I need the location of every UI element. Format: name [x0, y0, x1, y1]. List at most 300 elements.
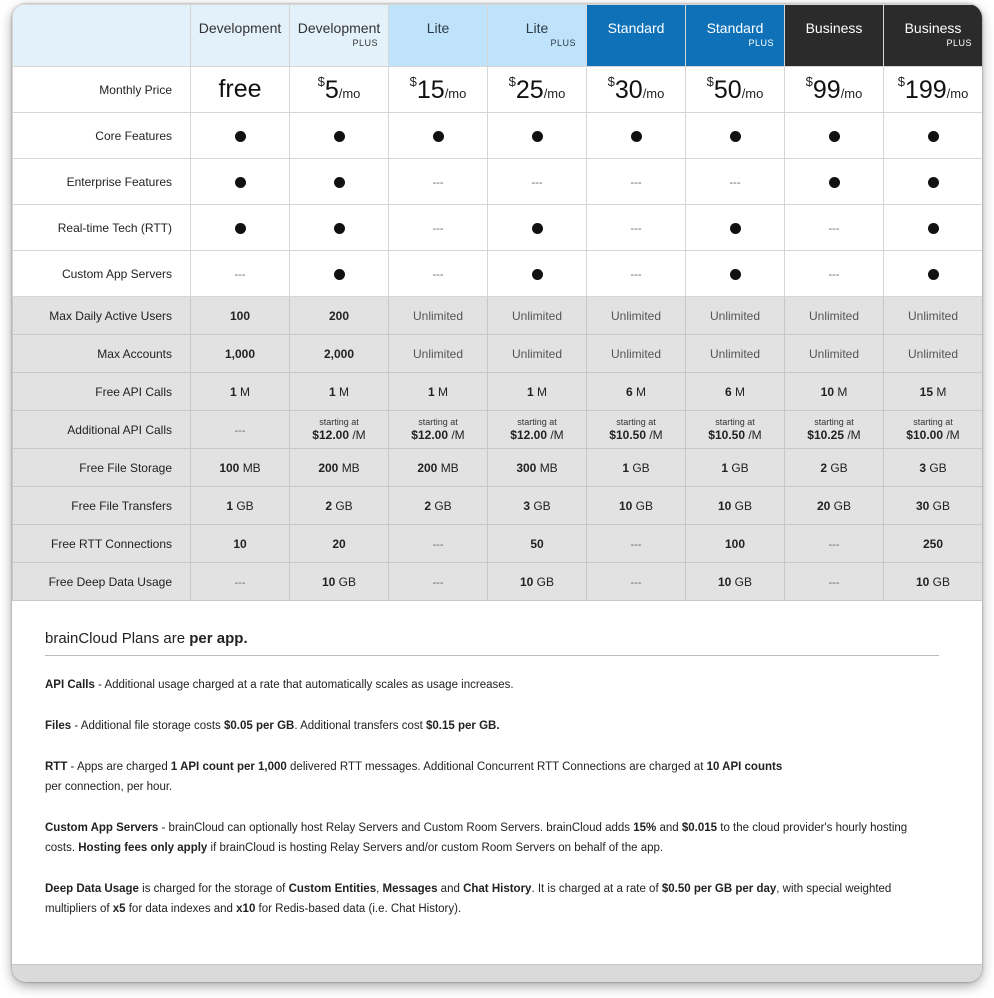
usage-unit: GB: [833, 498, 852, 513]
usage-cell: [587, 373, 686, 411]
feature-cell: [290, 205, 389, 251]
usage-value: 20: [816, 498, 831, 513]
usage-cell: [785, 411, 884, 449]
not-included-dash: ---: [234, 424, 246, 437]
usage-rate: [686, 428, 784, 442]
included-dot-icon: [730, 269, 741, 280]
usage-value: 1: [226, 498, 233, 513]
note-emphasis: Hosting fees only apply: [78, 842, 208, 854]
usage-cell: [191, 411, 290, 449]
usage-value: 10: [519, 574, 534, 589]
usage-cell: [884, 335, 983, 373]
usage-cell: [884, 373, 983, 411]
usage-unit: GB: [734, 574, 753, 589]
included-dot-icon: [928, 269, 939, 280]
usage-cell: [488, 411, 587, 449]
not-included-dash: ---: [630, 222, 642, 235]
usage-unit: M: [339, 384, 350, 399]
usage-unit: GB: [335, 498, 353, 513]
price-currency: $: [706, 74, 714, 89]
usage-cell: [488, 297, 587, 335]
note-emphasis: $0.15 per GB.: [426, 720, 500, 732]
usage-cell: [488, 563, 587, 601]
usage-text: Unlimited: [412, 346, 463, 361]
note-emphasis: Custom Entities: [288, 883, 377, 895]
usage-cell: [884, 487, 983, 525]
note-paragraph: [45, 757, 939, 797]
usage-value: 1: [622, 460, 629, 475]
usage-text: Unlimited: [808, 308, 859, 323]
plan-header-1: [191, 5, 290, 67]
price-period: /mo: [840, 86, 863, 101]
not-included-dash: ---: [531, 176, 543, 189]
usage-unit: MB: [440, 460, 459, 475]
usage-cell: [488, 373, 587, 411]
row-label: Free File Transfers: [13, 487, 191, 525]
usage-unit: M: [837, 384, 848, 399]
note-text: . It is charged at a rate of: [531, 883, 662, 895]
feature-cell: [785, 113, 884, 159]
usage-value: 2: [820, 460, 827, 475]
plan-name: Lite: [525, 20, 549, 36]
price-currency: $: [805, 74, 813, 89]
feature-row: [13, 113, 983, 159]
note-text: - brainCloud can optionally host Relay Servers and Custom Room Servers. brainCloud adds: [158, 822, 634, 834]
usage-value: 250: [922, 536, 944, 551]
feature-cell: [488, 205, 587, 251]
usage-value: $12.00: [411, 428, 448, 442]
price-currency: $: [607, 74, 615, 89]
usage-note: starting at: [418, 417, 458, 427]
usage-rate: [884, 428, 982, 442]
usage-value: 1: [526, 384, 534, 399]
usage-cell: [290, 411, 389, 449]
usage-cell: [884, 563, 983, 601]
note-paragraph: [45, 818, 939, 858]
row-label: Core Features: [13, 113, 191, 159]
feature-cell: [290, 113, 389, 159]
usage-row: [13, 335, 983, 373]
price-cell: [884, 67, 983, 113]
usage-value: 1: [328, 384, 336, 399]
plan-name: Lite: [426, 20, 450, 36]
usage-value: 100: [724, 536, 746, 551]
feature-cell: [587, 113, 686, 159]
usage-text: Unlimited: [610, 308, 661, 323]
price-amount: 15: [416, 76, 445, 104]
feature-cell: [191, 251, 290, 297]
usage-value: 20: [332, 536, 346, 551]
plan-name: Standard: [706, 20, 764, 36]
not-included-dash: ---: [630, 538, 642, 551]
usage-cell: [785, 487, 884, 525]
usage-unit: M: [735, 384, 746, 399]
usage-text: Unlimited: [610, 346, 661, 361]
plan-name: Business: [904, 20, 962, 36]
usage-cell: [290, 487, 389, 525]
usage-text: Unlimited: [709, 308, 760, 323]
usage-value: 1,000: [224, 346, 256, 361]
included-dot-icon: [928, 131, 939, 142]
usage-unit: MB: [539, 460, 558, 475]
not-included-dash: ---: [432, 538, 444, 551]
not-included-dash: ---: [432, 222, 444, 235]
usage-note: starting at: [517, 417, 557, 427]
pricing-panel: [12, 4, 982, 982]
feature-cell: [884, 205, 983, 251]
usage-text: Unlimited: [511, 308, 562, 323]
note-paragraph: [45, 879, 939, 919]
usage-row: [13, 563, 983, 601]
price-cell: [389, 67, 488, 113]
usage-cell: [488, 449, 587, 487]
row-label: Free Deep Data Usage: [13, 563, 191, 601]
usage-cell: [785, 525, 884, 563]
usage-cell: [587, 525, 686, 563]
feature-cell: [884, 251, 983, 297]
monthly-price-row: [13, 67, 983, 113]
price-cell: [587, 67, 686, 113]
usage-cell: [686, 487, 785, 525]
not-included-dash: ---: [828, 222, 840, 235]
feature-cell: [587, 159, 686, 205]
usage-value: 100: [229, 308, 251, 323]
usage-value: 6: [724, 384, 732, 399]
usage-value: $10.25: [807, 428, 844, 442]
not-included-dash: ---: [729, 176, 741, 189]
usage-note: starting at: [814, 417, 854, 427]
feature-cell: [389, 251, 488, 297]
usage-row: [13, 373, 983, 411]
usage-rate: [587, 428, 685, 442]
note-emphasis: $0.50 per GB per day: [661, 883, 777, 895]
note-emphasis: Messages: [382, 883, 438, 895]
usage-text: Unlimited: [709, 346, 760, 361]
usage-value: $10.50: [708, 428, 745, 442]
note-emphasis: Custom App Servers: [45, 822, 159, 834]
usage-unit: GB: [236, 498, 254, 513]
not-included-dash: ---: [432, 268, 444, 281]
usage-cell: [785, 335, 884, 373]
usage-cell: [587, 449, 686, 487]
feature-cell: [884, 159, 983, 205]
included-dot-icon: [334, 223, 345, 234]
feature-cell: [884, 113, 983, 159]
note-paragraph: [45, 716, 939, 736]
usage-rate: [488, 428, 586, 442]
note-emphasis: Deep Data Usage: [45, 883, 139, 895]
plan-notes: [45, 630, 939, 919]
not-included-dash: ---: [630, 576, 642, 589]
price-period: /mo: [444, 86, 467, 101]
feature-cell: [389, 113, 488, 159]
price-period: /mo: [741, 86, 764, 101]
price-currency: $: [508, 74, 516, 89]
note-text: if brainCloud is hosting Relay Servers and/or custom Room Servers on behalf of the app.: [207, 842, 664, 854]
note-emphasis: $0.015: [681, 822, 718, 834]
usage-unit: M: [240, 384, 251, 399]
usage-unit: /M: [847, 428, 861, 442]
feature-cell: [587, 251, 686, 297]
feature-row: [13, 205, 983, 251]
usage-rate: [785, 428, 883, 442]
usage-unit: GB: [536, 574, 555, 589]
included-dot-icon: [829, 177, 840, 188]
usage-cell: [389, 525, 488, 563]
price-cell: [488, 67, 587, 113]
row-label: Custom App Servers: [13, 251, 191, 297]
usage-cell: [488, 525, 587, 563]
price-period: /mo: [338, 86, 361, 101]
plan-header-4: [488, 5, 587, 67]
usage-row: [13, 449, 983, 487]
usage-text: Unlimited: [412, 308, 463, 323]
plan-header-3: [389, 5, 488, 67]
usage-unit: GB: [635, 498, 654, 513]
price-currency: $: [897, 74, 905, 89]
feature-cell: [191, 113, 290, 159]
usage-cell: [587, 411, 686, 449]
usage-value: 10: [618, 498, 633, 513]
usage-text: Unlimited: [511, 346, 562, 361]
notes-title-bold: per app.: [189, 630, 248, 647]
not-included-dash: ---: [234, 576, 246, 589]
usage-cell: [191, 525, 290, 563]
included-dot-icon: [730, 131, 741, 142]
included-dot-icon: [928, 223, 939, 234]
price-currency: $: [317, 74, 325, 89]
not-included-dash: ---: [630, 176, 642, 189]
notes-title-prefix: brainCloud Plans are: [45, 630, 190, 647]
usage-row: [13, 297, 983, 335]
usage-cell: [191, 563, 290, 601]
note-emphasis: x10: [236, 903, 256, 915]
usage-cell: [389, 487, 488, 525]
row-label: Enterprise Features: [13, 159, 191, 205]
usage-unit: /M: [946, 428, 960, 442]
usage-cell: [686, 449, 785, 487]
feature-cell: [686, 205, 785, 251]
usage-cell: [686, 563, 785, 601]
plan-plus-tag: PLUS: [550, 38, 576, 48]
usage-cell: [884, 525, 983, 563]
usage-unit: GB: [932, 574, 951, 589]
note-emphasis: 15%: [633, 822, 657, 834]
note-text: - Additional file storage costs: [71, 720, 224, 732]
usage-value: 10: [717, 498, 732, 513]
note-text: for Redis-based data (i.e. Chat History).: [255, 903, 462, 915]
usage-cell: [191, 449, 290, 487]
usage-value: 3: [523, 498, 530, 513]
usage-row: [13, 411, 983, 449]
feature-cell: [686, 251, 785, 297]
usage-value: 100: [219, 460, 240, 475]
feature-cell: [488, 159, 587, 205]
usage-unit: GB: [434, 498, 452, 513]
usage-unit: M: [438, 384, 449, 399]
usage-value: $10.00: [906, 428, 943, 442]
usage-cell: [191, 335, 290, 373]
included-dot-icon: [235, 177, 246, 188]
usage-value: 2: [325, 498, 332, 513]
row-label: Max Daily Active Users: [13, 297, 191, 335]
usage-value: 2,000: [323, 346, 355, 361]
usage-cell: [389, 373, 488, 411]
usage-unit: /M: [649, 428, 663, 442]
usage-value: 1: [229, 384, 237, 399]
usage-cell: [290, 335, 389, 373]
plan-header-row: [13, 5, 983, 67]
usage-value: 50: [530, 536, 544, 551]
usage-cell: [389, 563, 488, 601]
feature-cell: [686, 159, 785, 205]
note-text: and: [656, 822, 682, 834]
plan-header-7: [785, 5, 884, 67]
usage-unit: /M: [550, 428, 564, 442]
note-text: , with special weighted multipliers of: [45, 883, 892, 915]
feature-cell: [488, 113, 587, 159]
note-emphasis: Files: [45, 720, 72, 732]
plan-plus-tag: PLUS: [748, 38, 774, 48]
usage-note: starting at: [319, 417, 359, 427]
usage-value: 1: [721, 460, 728, 475]
usage-row: [13, 525, 983, 563]
price-period: /mo: [642, 86, 665, 101]
pricing-table: [12, 4, 982, 601]
usage-unit: /M: [451, 428, 465, 442]
row-label: Real-time Tech (RTT): [13, 205, 191, 251]
usage-cell: [290, 563, 389, 601]
usage-value: $10.50: [609, 428, 646, 442]
usage-cell: [191, 487, 290, 525]
price-amount: 30: [614, 76, 643, 104]
feature-cell: [191, 205, 290, 251]
usage-value: 1: [427, 384, 435, 399]
usage-cell: [686, 297, 785, 335]
price-amount: 5: [324, 76, 339, 104]
usage-unit: M: [936, 384, 947, 399]
feature-cell: [785, 205, 884, 251]
not-included-dash: ---: [432, 576, 444, 589]
price-amount: 25: [515, 76, 544, 104]
price-currency: $: [409, 74, 417, 89]
plan-header-5: [587, 5, 686, 67]
usage-rate: [290, 428, 388, 442]
note-text: delivered RTT messages. Additional Concurrent RTT Connections are charged at: [286, 761, 707, 773]
note-text: - Additional usage charged at a rate that automatically scales as usage increases.: [94, 679, 514, 691]
usage-value: 10: [915, 574, 930, 589]
note-text: for data indexes and: [125, 903, 237, 915]
note-text: per connection, per hour.: [45, 781, 173, 793]
note-paragraph: [45, 675, 939, 695]
feature-cell: [686, 113, 785, 159]
feature-cell: [488, 251, 587, 297]
included-dot-icon: [532, 269, 543, 280]
usage-value: 30: [915, 498, 930, 513]
price-period: /mo: [946, 86, 969, 101]
usage-cell: [191, 373, 290, 411]
usage-cell: [785, 297, 884, 335]
included-dot-icon: [334, 131, 345, 142]
note-text: - Apps are charged: [67, 761, 171, 773]
price-period: /mo: [543, 86, 566, 101]
usage-text: Unlimited: [808, 346, 859, 361]
note-emphasis: API Calls: [45, 679, 95, 691]
usage-note: starting at: [616, 417, 656, 427]
usage-value: 10: [717, 574, 732, 589]
usage-cell: [290, 525, 389, 563]
notes-title: [45, 630, 939, 656]
note-text: ,: [376, 883, 383, 895]
price-cell: [191, 67, 290, 113]
usage-cell: [488, 335, 587, 373]
included-dot-icon: [730, 223, 741, 234]
usage-unit: M: [537, 384, 548, 399]
notes-body: [45, 675, 939, 919]
price-amount: 199: [904, 76, 947, 104]
usage-cell: [686, 335, 785, 373]
usage-row: [13, 487, 983, 525]
price-amount: 50: [713, 76, 742, 104]
usage-cell: [587, 335, 686, 373]
usage-cell: [785, 449, 884, 487]
feature-cell: [587, 205, 686, 251]
usage-cell: [389, 449, 488, 487]
usage-unit: GB: [932, 498, 951, 513]
row-label: Monthly Price: [13, 67, 191, 113]
usage-cell: [191, 297, 290, 335]
usage-cell: [686, 411, 785, 449]
not-included-dash: ---: [234, 268, 246, 281]
included-dot-icon: [532, 223, 543, 234]
plan-name: Development: [297, 20, 381, 36]
included-dot-icon: [631, 131, 642, 142]
note-emphasis: 1 API count per 1,000: [170, 761, 287, 773]
price-cell: [686, 67, 785, 113]
note-text: . Additional transfers cost: [294, 720, 427, 732]
usage-text: Unlimited: [907, 308, 958, 323]
plan-name: Business: [805, 20, 863, 36]
header-corner: [13, 5, 191, 67]
plan-plus-tag: PLUS: [352, 38, 378, 48]
note-emphasis: $0.05 per GB: [224, 720, 295, 732]
usage-value: $12.00: [312, 428, 349, 442]
price-amount: 99: [812, 76, 841, 104]
usage-unit: GB: [632, 460, 650, 475]
not-included-dash: ---: [828, 538, 840, 551]
feature-cell: [785, 251, 884, 297]
plan-header-2: [290, 5, 389, 67]
not-included-dash: ---: [828, 576, 840, 589]
usage-unit: GB: [734, 498, 753, 513]
usage-cell: [884, 449, 983, 487]
plan-name: Development: [198, 20, 282, 36]
usage-value: 15: [919, 384, 933, 399]
included-dot-icon: [334, 177, 345, 188]
usage-value: 10: [321, 574, 336, 589]
note-text: and: [437, 883, 464, 895]
usage-value: 200: [318, 460, 339, 475]
usage-unit: MB: [341, 460, 360, 475]
included-dot-icon: [235, 131, 246, 142]
included-dot-icon: [829, 131, 840, 142]
usage-text: Unlimited: [907, 346, 958, 361]
usage-unit: M: [636, 384, 647, 399]
panel-footer-bar: [12, 964, 982, 982]
usage-value: $12.00: [510, 428, 547, 442]
usage-unit: GB: [533, 498, 551, 513]
price-free: free: [218, 75, 262, 103]
